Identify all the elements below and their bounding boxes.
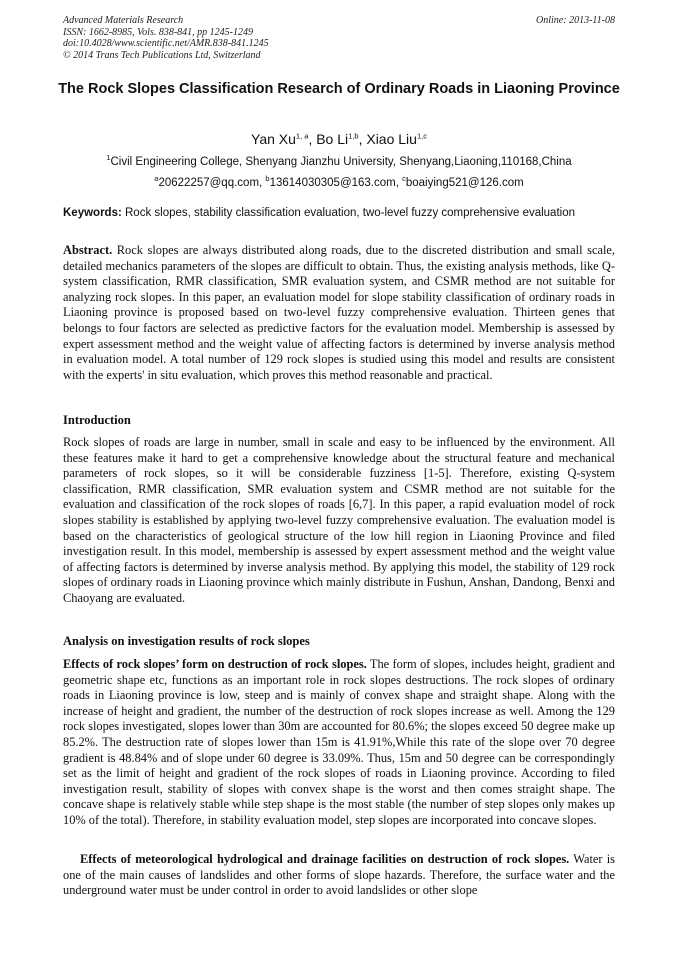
author-name: Xiao Liu xyxy=(366,131,417,147)
keywords-label: Keywords: xyxy=(63,207,122,219)
email-address: boaiying521@126.com xyxy=(405,177,524,189)
analysis-paragraph-2 xyxy=(63,852,615,899)
email-address: 20622257@qq.com xyxy=(158,177,260,189)
abstract-text: Rock slopes are always distributed along roads, due to the discreted distribution and small scale, detailed mechanics parameters of the slopes are difficult to obtain. Thus, the existing analysis methods, like Q-system classification, RMR classification, SMR evaluation system, and CSMR method are not suitable for analyzing rock slopes. In this paper, an evaluation model for slope stability classification of ordinary roads in Liaoning province is proposed based on two-level fuzzy comprehensive evaluation. Thirteen genes that belongs to four factors are selected as predictive factors for the evaluation model. Membership is assessed by expert assessment method and the weight value of affecting factors is determined by inverse analysis method in evaluation model. A total number of 129 rock slopes is studied using this model and results are consistent with the experts' in situ evaluation, which proves this method reasonable and practical. xyxy=(63,243,615,382)
email-list: $^a$20622257@qq.com, $^b$13614030305@163.com, $^c$boaiying521@126.com xyxy=(154,174,524,189)
affiliation xyxy=(0,155,678,170)
author-superscript: 1,c xyxy=(416,131,427,141)
email-superscript: a xyxy=(154,174,159,184)
author-name: Bo Li xyxy=(316,131,349,147)
affiliation-text: Civil Engineering College, Shenyang Jianzhu University, Shenyang,Liaoning,110168,China xyxy=(110,156,572,168)
journal-name: Advanced Materials Research xyxy=(63,15,184,26)
section-heading-introduction: Introduction xyxy=(63,413,131,427)
section-heading-analysis: Analysis on investigation results of rock slopes xyxy=(63,634,310,648)
doi-line: doi:10.4028/www.scientific.net/AMR.838-841.1245 xyxy=(63,38,269,49)
email-superscript: b xyxy=(265,174,270,184)
email-address: 13614030305@163.com xyxy=(269,177,396,189)
affiliation-superscript: 1 xyxy=(106,153,111,163)
journal-header xyxy=(63,15,615,61)
author-superscript: 1,b xyxy=(348,131,359,141)
issn-line: ISSN: 1662-8985, Vols. 838-841, pp 1245-1249 xyxy=(63,26,253,38)
author-superscript: 1, a xyxy=(295,131,309,141)
author-name: Yan Xu xyxy=(251,131,296,147)
analysis-paragraph-1 xyxy=(63,657,615,829)
paragraph-text: Water is one of the main causes of landslides and other forms of slope hazards. Therefore, the surface water and the underground water must be under control in order to avoid landslides or other slope xyxy=(63,852,615,898)
abstract-label: Abstract. xyxy=(63,243,113,257)
copyright-line: © 2014 Trans Tech Publications Ltd, Switzerland xyxy=(63,49,261,61)
paragraph-lead: Effects of meteorological hydrological and drainage facilities on destruction of rock slopes. xyxy=(80,852,570,866)
paper-title: The Rock Slopes Classification Research of Ordinary Roads in Liaoning Province xyxy=(58,81,620,97)
email-superscript: c xyxy=(402,174,406,184)
online-date: Online: 2013-11-08 xyxy=(536,15,615,26)
keywords xyxy=(63,206,615,221)
keywords-text: Rock slopes, stability classification evaluation, two-level fuzzy comprehensive evaluation xyxy=(125,207,575,219)
author-list: Yan Xu$^{1, a}$, Bo Li$^{1,b}$, Xiao Liu$^{1,c}$ xyxy=(251,131,427,147)
introduction-paragraph: Rock slopes of roads are large in number, small in scale and easy to be influenced by the environment. All these features make it hard to get a comprehensive knowledge about the structural feature and mechanical parameters of rock slopes, so it will be considerable fuzziness [1-5]. Therefore, existing Q-system classification, RMR classification, SMR evaluation system and CSMR method are not suitable for the evaluation and classification of the rock slopes of roads [6,7]. In this paper, a rapid evaluation model of rock slopes stability is established by applying two-level fuzzy comprehensive evaluation. The evaluation model is based on the characteristics of geological structure of the low hill region in Liaoning Province and filed investigation result. In this model, membership is assessed by expert assessment method and the weight value of affecting factors is determined by inverse analysis method. By applying this model, the stability of 129 rock slopes of ordinary roads in Liaoning province which mainly distribute in Fushun, Anshan, Dandong, Benxi and Chaoyang are evaluated. xyxy=(63,435,615,605)
abstract xyxy=(63,243,615,383)
paragraph-text: The form of slopes, includes height, gradient and geometric shape etc, functions as an important role in rock slopes destructions. The rock slopes of ordinary roads in Liaoning province is low, steep and is mainly of convex shape and straight shape. Along with the increase of height and gradient, the number of the destruction of rock slopes increase as well. Among the 129 rock slopes investigated, slopes lower than 30m are accounted for 80.6%; the slopes exceed 50 degree make up 85.2%. The destruction rate of slopes lower than 15m is 41.91%,While this rate of the slope over 70 degree gradient is 48.84% and of slope under 60 degree is 33.09%. Thus, 15m and 50 degree can be correspondingly set as the limit of height and gradient of the rock slopes of roads in Liaoning province. According to filed investigation result, stability of slopes with convex shape is the worst and then comes straight shape. The concave shape is relatively stable while step shape is the most stable (the number of step slopes only makes up 10% of the total). Therefore, in stability evaluation model, step slopes are incorporated into concave slopes. xyxy=(63,657,615,827)
paragraph-lead: Effects of rock slopes’ form on destruction of rock slopes. xyxy=(63,657,367,671)
